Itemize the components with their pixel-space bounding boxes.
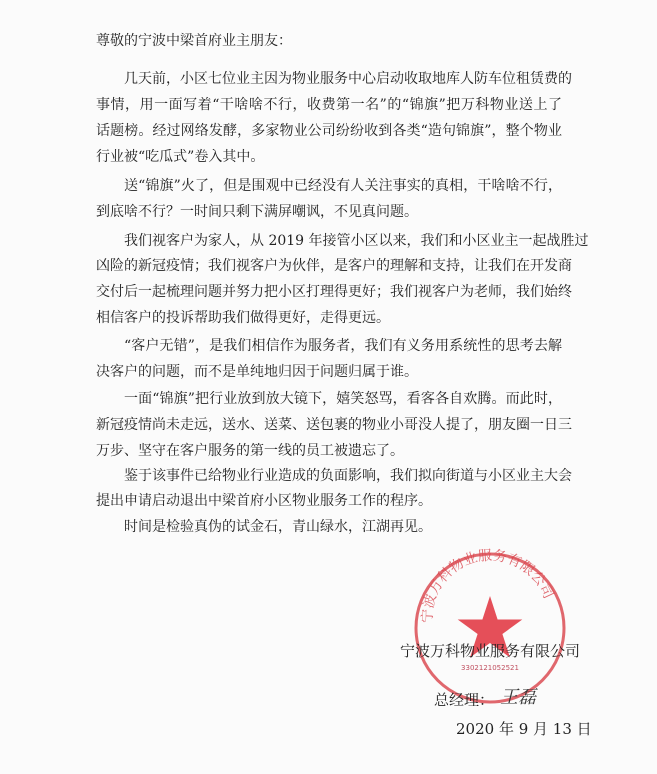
seal-text-path: 宁波万科物业服务有限公司 bbox=[419, 548, 557, 624]
letter-line: “客户无错”，是我们相信作为服务者，我们有义务用系统性的思考去解 bbox=[124, 338, 562, 354]
letter-line: 到底啥不行？一时间只剩下满屏嘲讽，不见真问题。 bbox=[96, 204, 418, 220]
letter-line: 万步、坚守在客户服务的第一线的员工被遗忘了。 bbox=[96, 443, 404, 459]
letter-line: 新冠疫情尚未走远，送水、送菜、送包裹的物业小哥没人提了，朋友圈一日三 bbox=[96, 417, 572, 433]
seal-code: 3302121052521 bbox=[461, 664, 519, 672]
letter-line: 事情，用一面写着“干啥啥不行，收费第一名”的“锦旗”把万科物业送上了 bbox=[96, 97, 562, 113]
letter-line: 鉴于该事件已给物业行业造成的负面影响，我们拟向街道与小区业主大会 bbox=[124, 468, 572, 484]
letter-line: 决客户的问题，而不是单纯地归因于问题归属于谁。 bbox=[96, 364, 418, 380]
letter-line: 话题榜。经过网络发酵，多家物业公司纷纷收到各类“造句锦旗”，整个物业 bbox=[96, 123, 562, 139]
letter-line: 凶险的新冠疫情；我们视客户为伙伴，是客户的理解和支持，让我们在开发商 bbox=[96, 258, 572, 274]
letter-line: 行业被“吃瓜式”卷入其中。 bbox=[96, 149, 265, 165]
letter-line: 我们视客户为家人，从 2019 年接管小区以来，我们和小区业主一起战胜过 bbox=[124, 233, 589, 249]
letter-line: 提出申请启动退出中梁首府小区物业服务工作的程序。 bbox=[96, 493, 432, 509]
manager-label: 总经理： bbox=[434, 691, 495, 709]
letter-line: 几天前，小区七位业主因为物业服务中心启动收取地库人防车位租赁费的 bbox=[124, 71, 572, 87]
letter-date: 2020 年 9 月 13 日 bbox=[456, 720, 592, 738]
letter-line: 交付后一起梳理问题并努力把小区打理得更好；我们视客户为老师，我们始终 bbox=[96, 284, 572, 300]
letter-line: 相信客户的投诉帮助我们做得更好，走得更远。 bbox=[96, 310, 390, 326]
letter-line: 送“锦旗”火了，但是围观中已经没有人关注事实的真相，干啥啥不行， bbox=[124, 178, 562, 194]
handwritten-signature: 王磊 bbox=[500, 687, 536, 708]
letter-line: 一面“锦旗”把行业放到放大镜下，嬉笑怒骂，看客各自欢腾。而此时， bbox=[124, 391, 562, 407]
salutation: 尊敬的宁波中梁首府业主朋友： bbox=[96, 33, 292, 49]
company-name: 宁波万科物业服务有限公司 bbox=[400, 642, 581, 660]
company-seal bbox=[410, 548, 570, 708]
letter-line: 时间是检验真伪的试金石，青山绿水，江湖再见。 bbox=[124, 519, 432, 535]
